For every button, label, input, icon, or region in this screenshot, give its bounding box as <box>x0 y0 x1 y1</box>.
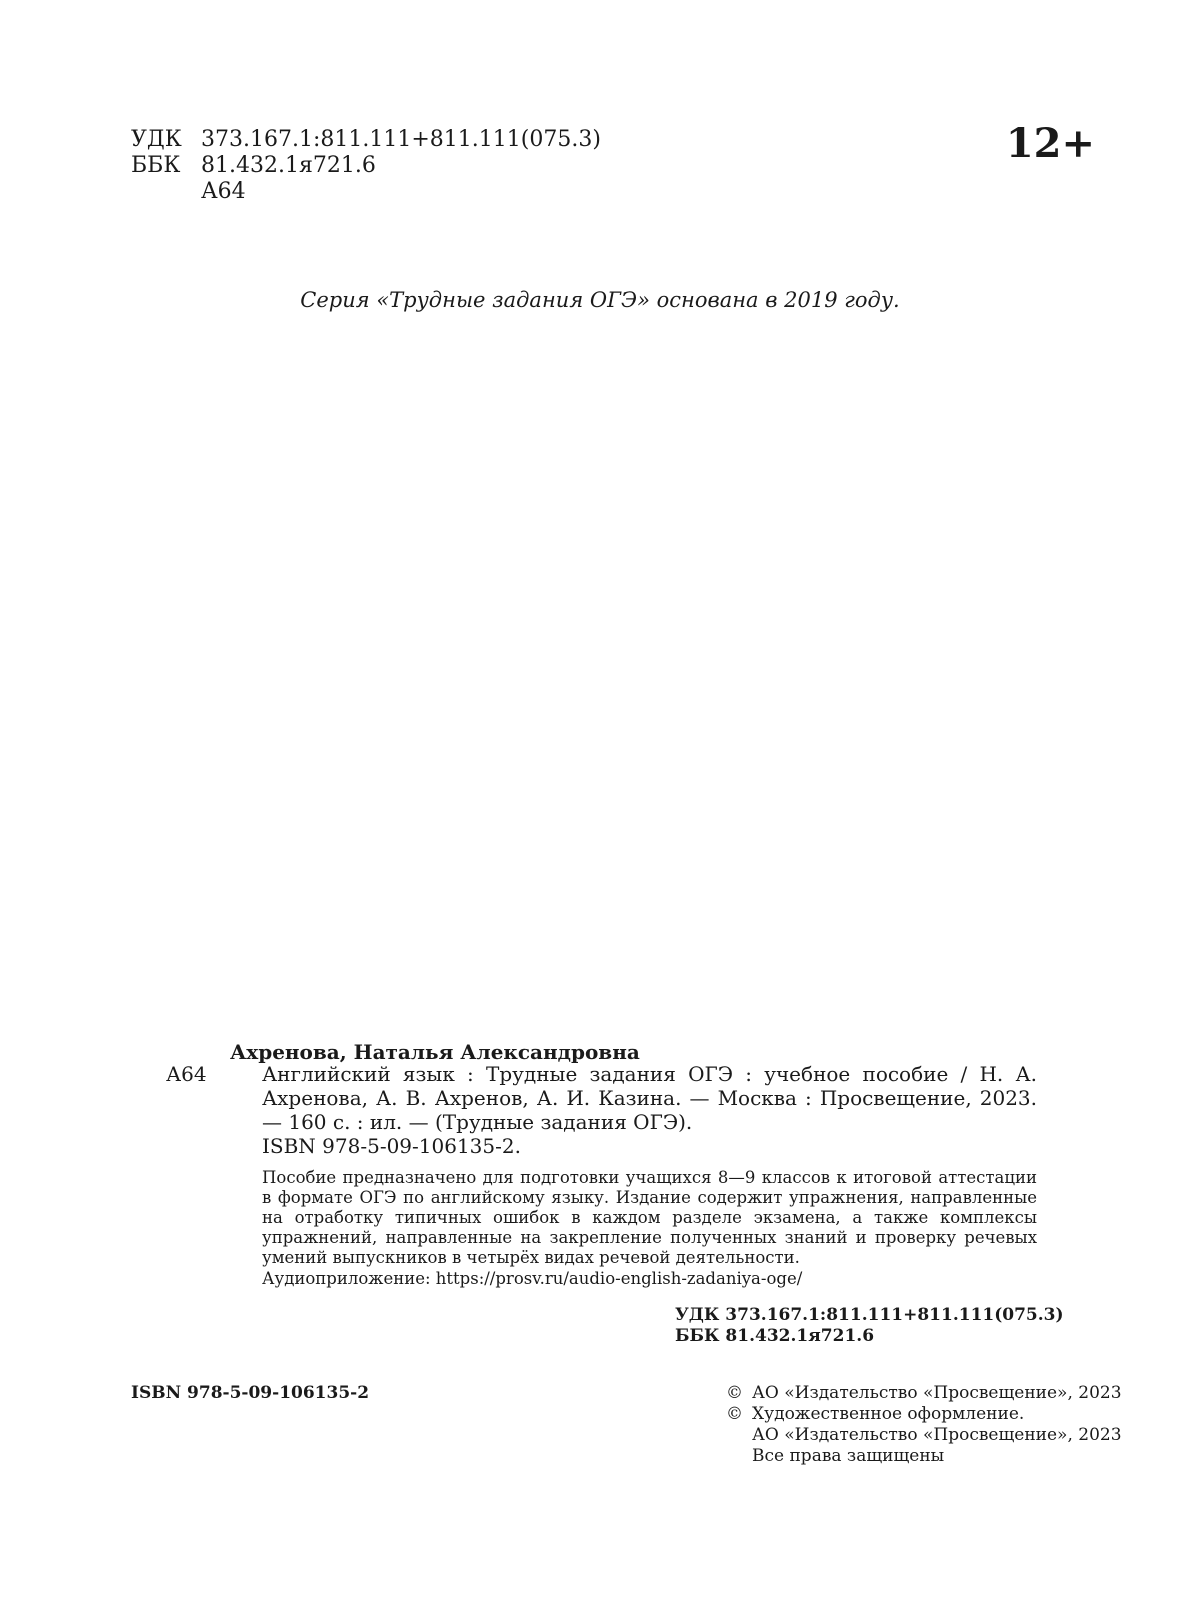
copyright-line-1: АО «Издательство «Просвещение», 2023 <box>752 1383 1122 1403</box>
bbk-value: 81.432.1я721.6 <box>201 153 376 178</box>
copyright-row-4 <box>726 1446 1122 1467</box>
copyright-line-4: Все права защищены <box>752 1446 945 1466</box>
bottom-bbk: ББК 81.432.1я721.6 <box>675 1326 875 1346</box>
author-code-row <box>131 179 601 205</box>
bbk-row <box>131 153 601 179</box>
bottom-udk: УДК 373.167.1:811.111+811.111(075.3) <box>675 1305 1064 1325</box>
bottom-classification-codes <box>675 1305 1064 1347</box>
copyright-line-2: Художественное оформление. <box>752 1404 1025 1424</box>
top-classification-codes <box>131 127 601 205</box>
copyright-icon: © <box>726 1383 743 1403</box>
copyright-row-3 <box>726 1425 1122 1446</box>
audio-supplement: Аудиоприложение: https://prosv.ru/audio-english-zadaniya-oge/ <box>262 1269 803 1288</box>
author-code: А64 <box>201 179 246 204</box>
series-note: Серия «Трудные задания ОГЭ» основана в 2019 году. <box>300 288 900 312</box>
catalog-isbn: ISBN 978-5-09-106135-2. <box>262 1134 521 1158</box>
bbk-label: ББК <box>131 153 181 178</box>
catalog-description: Английский язык : Трудные задания ОГЭ : учебное пособие / Н. А. Ахренова, А. В. Ахренов, А. И. Казина. — Москва : Просвещение, 2023. — 160 с. : ил. — (Трудные задания ОГЭ). <box>262 1062 1037 1134</box>
udk-value: 373.167.1:811.111+811.111(075.3) <box>201 127 601 152</box>
copyright-line-3: АО «Издательство «Просвещение», 2023 <box>752 1425 1122 1445</box>
catalog-code: А64 <box>166 1062 207 1086</box>
annotation: Пособие предназначено для подготовки учащихся 8—9 классов к итоговой аттестации в формате ОГЭ по английскому языку. Издание содержит упражнения, направленные на отработку типичных ошибок в каждом разделе экзамена, а также комплексы упражнений, направленные на закрепление полученных знаний и проверку речевых умений выпускников в четырёх видах речевой деятельности. <box>262 1168 1037 1267</box>
catalog-author: Ахренова, Наталья Александровна <box>230 1040 640 1064</box>
isbn: ISBN 978-5-09-106135-2 <box>131 1383 370 1403</box>
copyright-row-1 <box>726 1383 1122 1404</box>
udk-row <box>131 127 601 153</box>
copyright-icon: © <box>726 1404 743 1424</box>
udk-label: УДК <box>131 127 182 152</box>
copyright-block <box>726 1383 1122 1467</box>
age-rating: 12+ <box>1005 120 1095 167</box>
copyright-row-2 <box>726 1404 1122 1425</box>
